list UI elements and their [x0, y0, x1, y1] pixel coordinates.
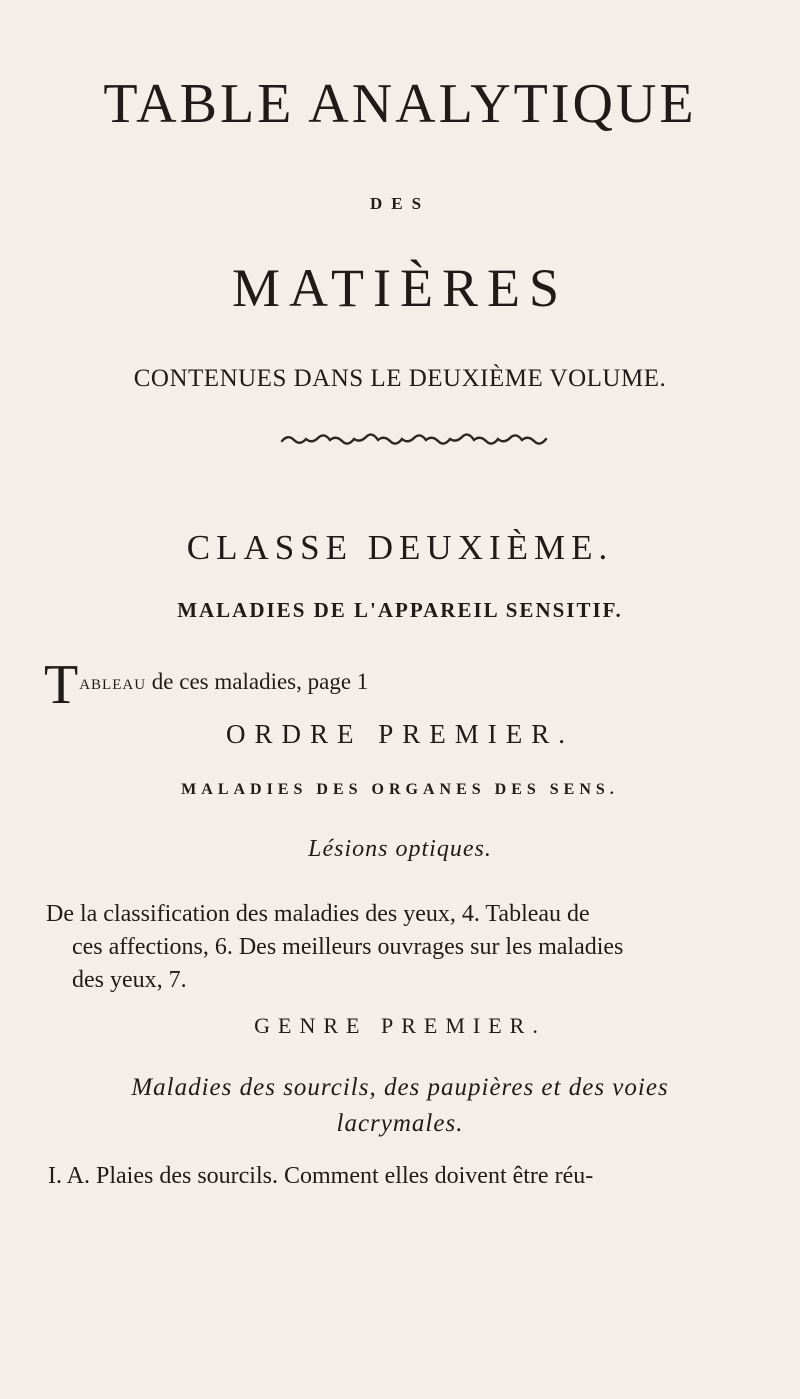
volume-subtitle: CONTENUES DANS LE DEUXIÈME VOLUME.: [133, 365, 667, 392]
tableau-line: [44, 654, 369, 716]
paragraph-line: ces affections, 6. Des meilleurs ouvrages sur les maladies: [72, 934, 624, 960]
title-matieres: MATIÈRES: [231, 258, 568, 318]
ordre-subtitle: MALADIES DES ORGANES DES SENS.: [181, 781, 619, 798]
tableau-smallcaps: ABLEAU: [79, 677, 147, 693]
main-title: TABLE ANALYTIQUE: [103, 73, 697, 135]
printer-ornament-icon: [280, 432, 548, 446]
classe-subtitle: MALADIES DE L'APPAREIL SENSITIF.: [177, 598, 623, 622]
title-des: DES: [369, 194, 431, 213]
ordre-title: ORDRE PREMIER.: [225, 719, 575, 749]
index-paragraph: [46, 898, 766, 997]
paragraph-line: des yeux, 7.: [72, 967, 187, 993]
genre-title: GENRE PREMIER.: [254, 1013, 546, 1038]
genre-subtitle-line2: lacrymales.: [336, 1110, 464, 1137]
tableau-text: de ces maladies, page 1: [146, 669, 369, 694]
classe-title: CLASSE DEUXIÈME.: [186, 528, 614, 567]
genre-subtitle-line1: Maladies des sourcils, des paupières et des voies: [131, 1074, 669, 1101]
paragraph-line: De la classification des maladies des yeux, 4. Tableau de: [46, 901, 590, 927]
index-entry: I. A. Plaies des sourcils. Comment elles doivent être réu-: [48, 1163, 594, 1189]
section-heading: Lésions optiques.: [308, 836, 492, 862]
drop-cap: T: [44, 654, 79, 716]
